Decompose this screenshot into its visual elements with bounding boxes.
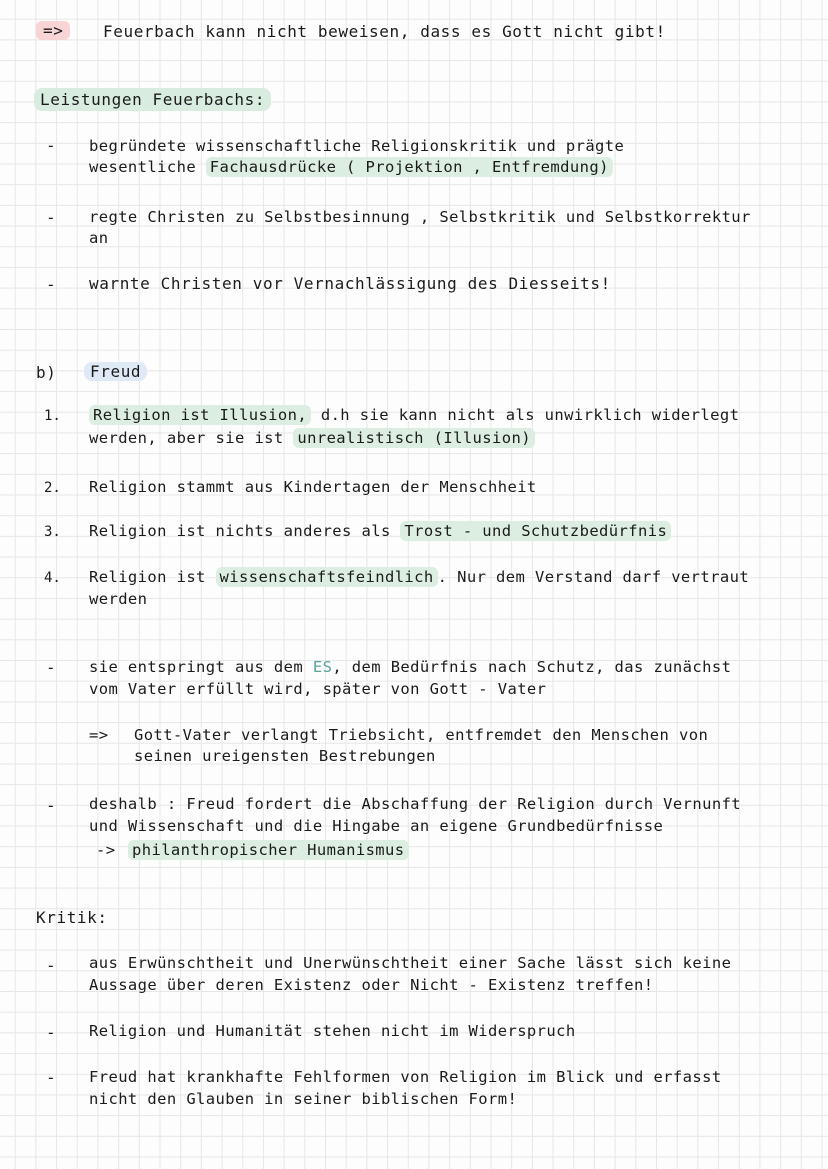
- point1-line1: Religion ist Illusion, d.h sie kann nicht als unwirklich widerlegt: [89, 405, 739, 425]
- demand-line1: deshalb : Freud fordert die Abschaffung der Religion durch Vernunft: [89, 795, 742, 813]
- point-number: 2.: [44, 480, 61, 496]
- bullet: -: [46, 956, 56, 975]
- feuerbach-heading: Leistungen Feuerbachs:: [34, 90, 271, 110]
- feuerbach-item1-line2: wesentliche Fachausdrücke ( Projektion , Entfremdung): [89, 157, 613, 177]
- point2: Religion stammt aus Kindertagen der Menschheit: [89, 478, 537, 496]
- bullet: -: [46, 1023, 56, 1042]
- consequence-arrow: =>: [89, 726, 109, 744]
- point-number: 4.: [44, 570, 61, 586]
- feuerbach-item3: warnte Christen vor Vernachlässigung des Diesseits!: [89, 274, 611, 293]
- demand-arrow: ->: [96, 841, 116, 859]
- top-statement: Feuerbach kann nicht beweisen, dass es Gott nicht gibt!: [103, 22, 666, 41]
- consequence-line2: seinen ureigensten Bestrebungen: [134, 747, 436, 765]
- kritik-item1-line2: Aussage über deren Existenz oder Nicht - Existenz treffen!: [89, 976, 654, 994]
- freud-label: b): [36, 363, 57, 382]
- point4-line1: Religion ist wissenschaftsfeindlich . Nur dem Verstand darf vertraut: [89, 568, 750, 586]
- point1-line2: werden, aber sie ist unrealistisch (Illusion): [89, 428, 535, 448]
- point4-line2: werden: [89, 590, 148, 608]
- point-number: 1.: [44, 408, 61, 424]
- bullet: -: [46, 275, 56, 294]
- kritik-item1-line1: aus Erwünschtheit und Unerwünschtheit einer Sache lässt sich keine: [89, 954, 732, 972]
- feuerbach-item1-line1: begründete wissenschaftliche Religionskritik und prägte: [89, 137, 625, 155]
- freud-heading: Freud: [84, 362, 147, 382]
- feuerbach-item2-line1: regte Christen zu Selbstbesinnung , Selbstkritik und Selbstkorrektur: [89, 208, 751, 226]
- demand-line2: und Wissenschaft und die Hingabe an eigene Grundbedürfnisse: [89, 817, 664, 835]
- kritik-heading: Kritik:: [36, 908, 108, 927]
- bullet: -: [46, 208, 56, 227]
- bullet: -: [46, 1068, 56, 1087]
- origin-line2: vom Vater erfüllt wird, später von Gott - Vater: [89, 680, 547, 698]
- kritik-item2: Religion und Humanität stehen nicht im Widerspruch: [89, 1022, 576, 1040]
- kritik-item3-line1: Freud hat krankhafte Fehlformen von Religion im Blick und erfasst: [89, 1068, 722, 1086]
- point3: Religion ist nichts anderes als Trost - und Schutzbedürfnis: [89, 521, 671, 541]
- top-arrow: =>: [36, 21, 70, 41]
- demand-result: philanthropischer Humanismus: [128, 840, 409, 860]
- consequence-line1: Gott-Vater verlangt Triebsicht, entfremdet den Menschen von: [134, 726, 709, 744]
- bullet: -: [46, 136, 56, 155]
- kritik-item3-line2: nicht den Glauben in seiner biblischen Form!: [89, 1090, 518, 1108]
- origin-line1: sie entspringt aus dem ES, dem Bedürfnis nach Schutz, das zunächst: [89, 658, 732, 676]
- feuerbach-item2-line2: an: [89, 229, 109, 247]
- es-term: ES: [312, 658, 333, 676]
- bullet: -: [46, 658, 56, 677]
- point-number: 3.: [44, 524, 61, 540]
- bullet: -: [46, 796, 56, 815]
